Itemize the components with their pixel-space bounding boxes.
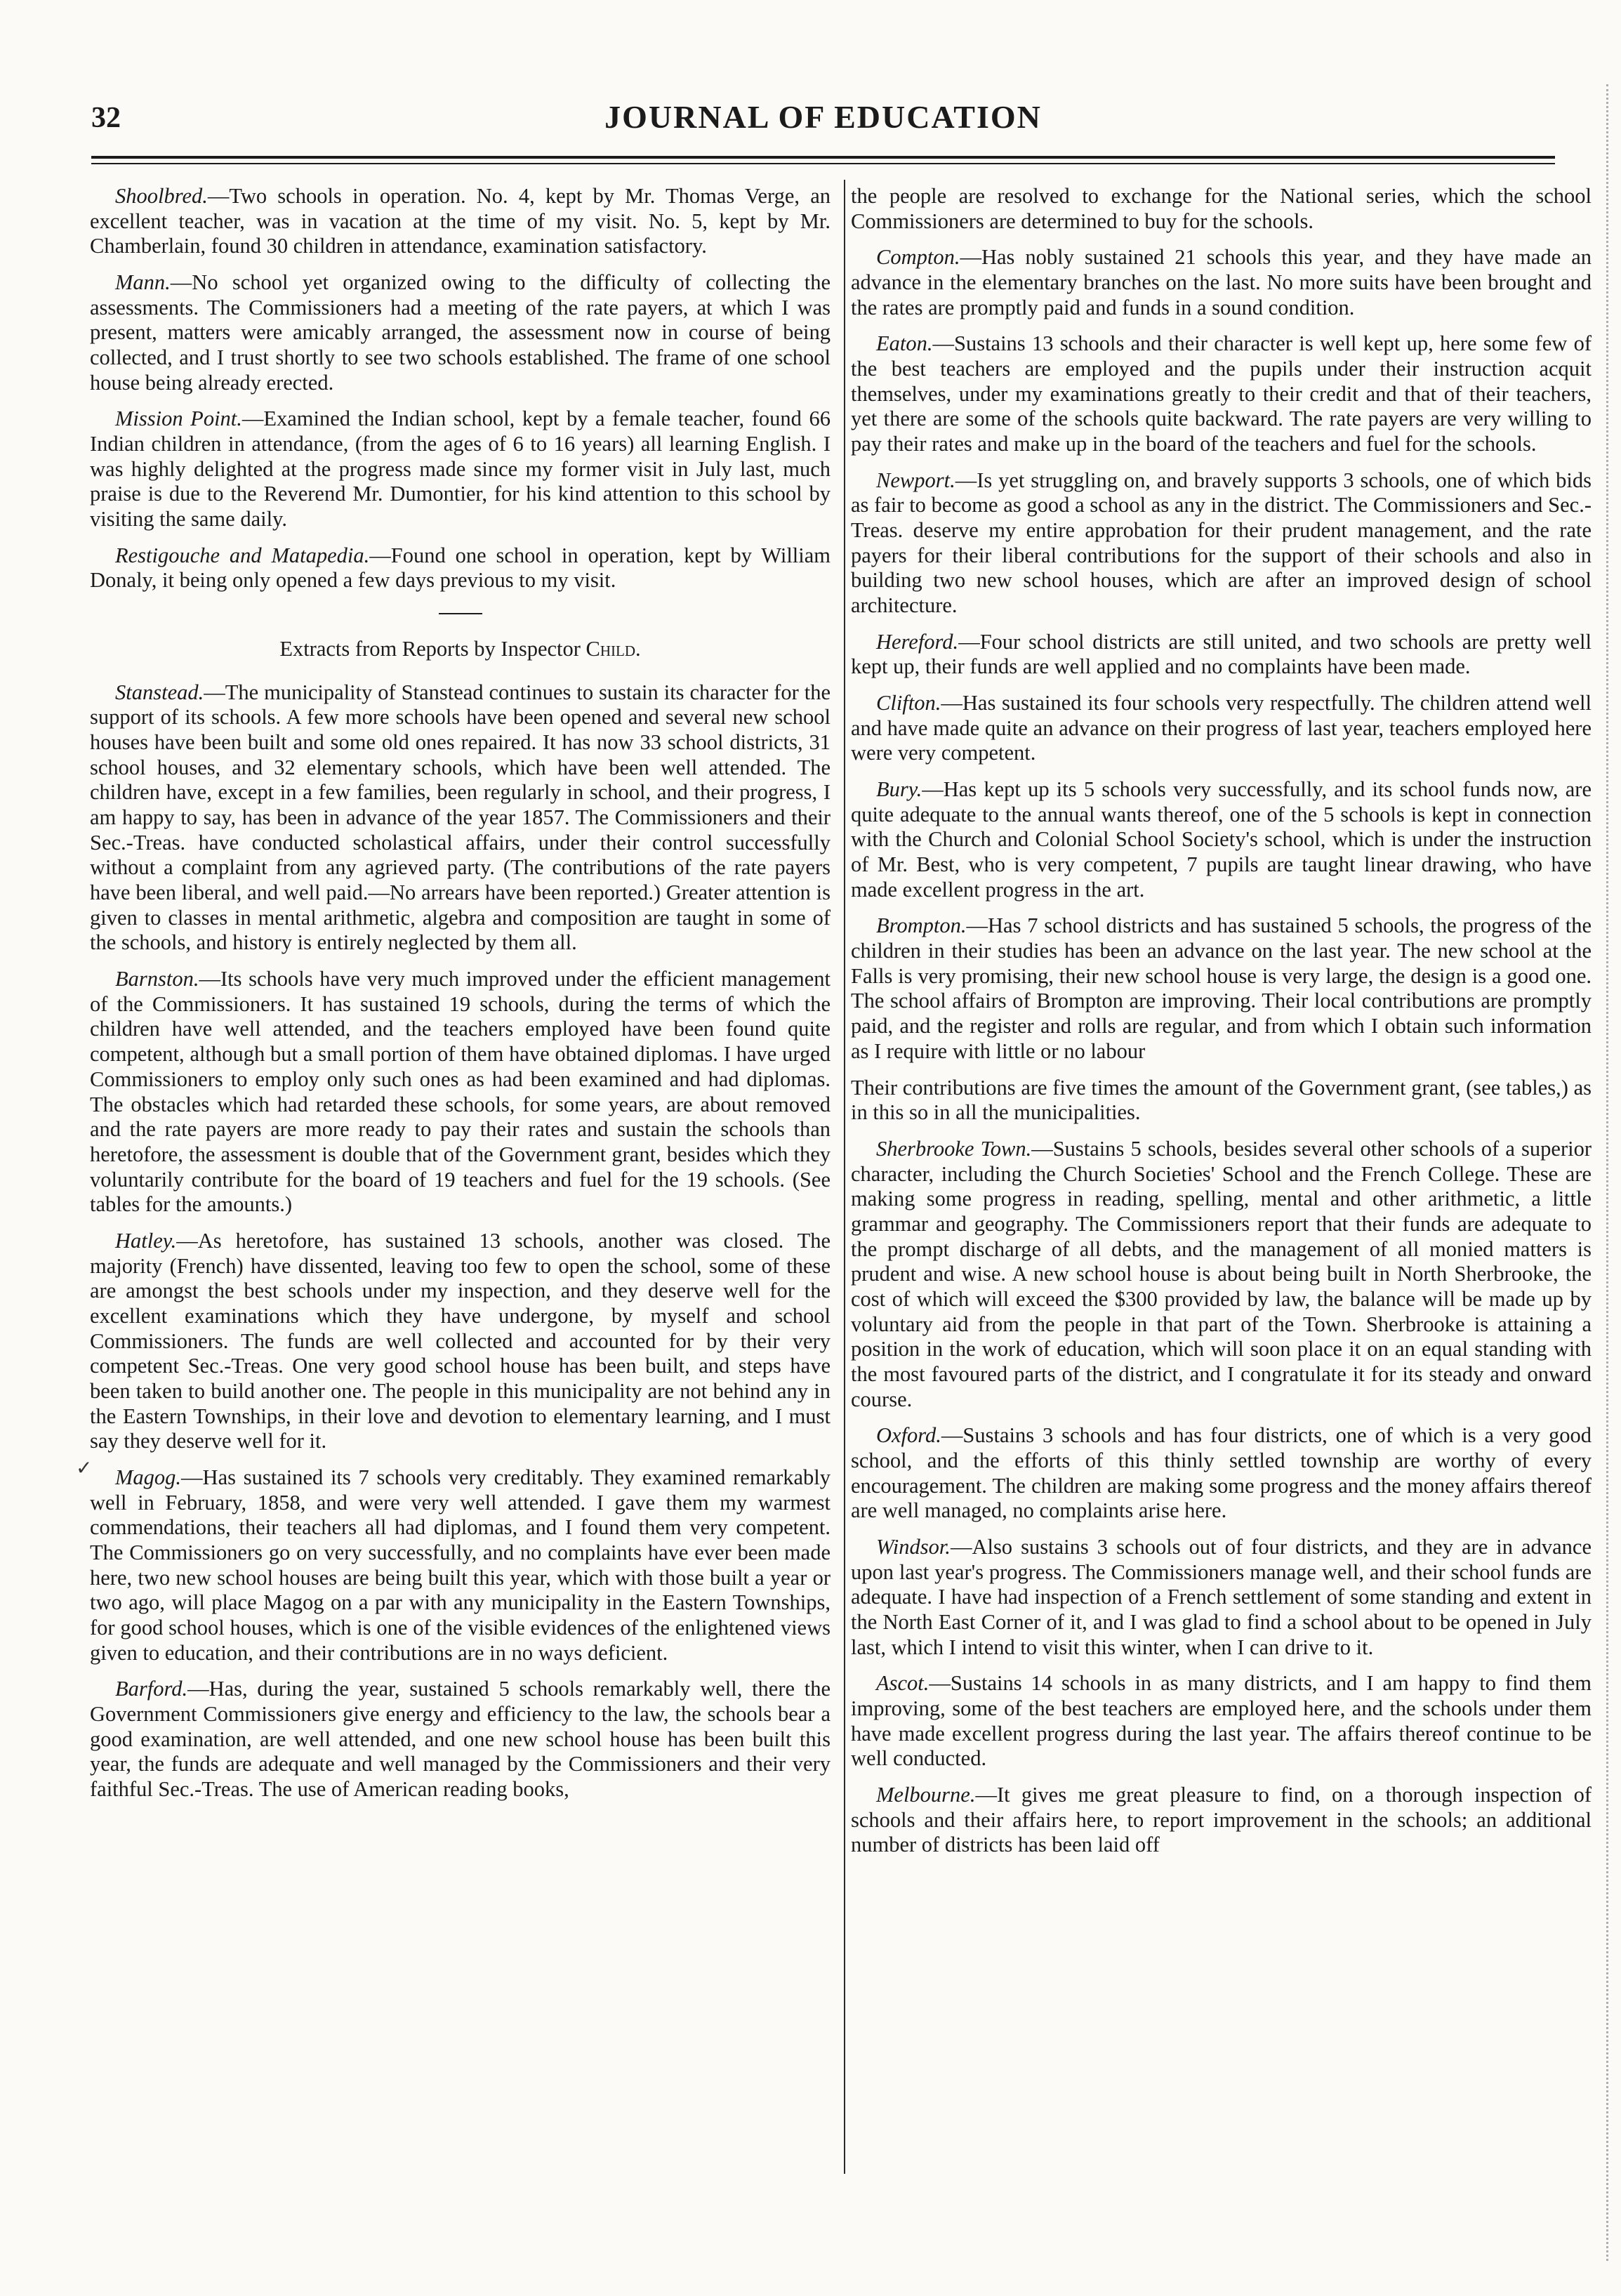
entry-ascot — [851, 1671, 1592, 1772]
entry-title: Hatley. — [115, 1228, 177, 1253]
entry-text: the people are resolved to exchange for the National series, which the school Commissioners are determined to buy for the schools. — [851, 184, 1592, 233]
entry-title: Barnston. — [115, 967, 199, 991]
entry-windsor — [851, 1535, 1592, 1660]
entry-title: Shoolbred. — [115, 184, 208, 208]
entry-title: Windsor. — [876, 1534, 951, 1559]
entry-title: Mission Point. — [115, 407, 242, 431]
header-rule-secondary — [91, 163, 1555, 164]
entry-text: —Its schools have very much improved under the efficient management of the Commissioners. It has sustained 19 schools, during the terms of which the children have well attended, and the teachers employed have been found quite competent, although but a small portion of them have obtained diplomas. I have urged Commissioners to employ only such ones as had been examined and had diplomas. The obstacles which had retarded these schools, for some years, are about removed and the rate payers are more ready to pay their rates and sustain the schools than heretofore, the assessment is double that of the Government grant, besides which they voluntarily contribute for the board of 19 teachers and fuel for the 19 schools. (See tables for the amounts.) — [90, 967, 831, 1217]
header-rule — [91, 156, 1555, 159]
entry-compton — [851, 245, 1592, 320]
entry-text: —Has kept up its 5 schools very successfully, and its school funds now, are quite adequate to the annual wants thereof, one of the 5 schools is kept in connection with the Church and Colonial School Society's school, which is under the instruction of Mr. Best, who is very competent, 7 pupils are taught linear drawing, who have made excellent progress in the art. — [851, 777, 1592, 902]
entry-title: Oxford. — [876, 1423, 941, 1448]
page-header — [91, 98, 1555, 140]
entry-text: —It gives me great pleasure to find, on a thorough inspection of schools and their affairs here, to report improvement in the schools; an additional number of districts has been laid off — [851, 1782, 1592, 1857]
entry-newport — [851, 468, 1592, 619]
entry-brompton — [851, 913, 1592, 1064]
entry-title: Hereford. — [876, 629, 959, 654]
entry-text: —Sustains 3 schools and has four districts, one of which is a very good school, and the efforts of this thinly settled township are worthy of every encouragement. The children are making some progress and the money affairs thereof are well managed, no complaints arise here. — [851, 1423, 1592, 1523]
entry-title: Barford. — [115, 1677, 188, 1701]
entry-text: —As heretofore, has sustained 13 schools, another was closed. The majority (French) have dissented, leaving too few to open the school, some of these are amongst the best schools under my inspection, and they deserve well for the excellent examinations which they have undergone, by myself and school Commissioners. The funds are well collected and accounted for by their very competent Sec.-Treas. One very good school house has been built, and steps have been taken to build another one. The people in this municipality are not behind any in the Eastern Townships, in their love and devotion to elementary learning, and I must say they deserve well for it. — [90, 1228, 831, 1453]
entry-title: Stanstead. — [115, 680, 204, 704]
scan-edge-marks — [1606, 84, 1621, 2261]
inspector-name: Child. — [585, 637, 641, 661]
entry-stanstead — [90, 680, 831, 956]
page-number: 32 — [91, 102, 121, 134]
section-heading-prefix: Extracts from Reports by Inspector — [279, 637, 586, 661]
entry-text: —Has nobly sustained 21 schools this year, and they have made an advance in the elementary branches on the last. No more suits have been brought and the rates are promptly paid and funds in a sound condition. — [851, 245, 1592, 319]
entry-text: —Two schools in operation. No. 4, kept by Mr. Thomas Verge, an excellent teacher, was in vacation at the time of my visit. No. 5, kept by Mr. Chamberlain, found 30 children in attendance, examination satisfactory. — [90, 184, 831, 258]
entry-title: Restigouche and Matapedia. — [115, 543, 370, 567]
left-column — [90, 184, 831, 1814]
entry-text: —Examined the Indian school, kept by a female teacher, found 66 Indian children in attendance, (from the ages of 6 to 16 years) all learning English. I was highly delighted at the progress made since my former visit in July last, much praise is due to the Reverend Mr. Dumontier, for his kind attention to this school by visiting the same daily. — [90, 407, 831, 532]
entry-title: Brompton. — [876, 913, 967, 938]
entry-text: —The municipality of Stanstead continues to sustain its character for the support of its schools. A few more schools have been opened and several new school houses have been built and some old ones repaired. It has now 33 school districts, 31 school houses, and 32 elementary schools, which have been well attended. The children have, except in a few families, been regularly in school, and their progress, I am happy to say, has been in advance of the year 1857. The Commissioners and their Sec.-Treas. have conducted scholastical affairs, under their control successfully without a complaint from any agrieved party. (The contributions of the rate payers have been liberal, and well paid.—No arrears have been reported.) Greater attention is given to classes in mental arithmetic, algebra and composition are taught in some of the schools, and history is entirely neglected by them all. — [90, 680, 831, 955]
entry-text: —Four school districts are still united, and two schools are pretty well kept up, their funds are well applied and no complaints have been made. — [851, 629, 1592, 679]
entry-title: Ascot. — [876, 1671, 929, 1696]
entry-title: Newport. — [876, 468, 955, 492]
entry-title: Sherbrooke Town. — [876, 1136, 1032, 1161]
entry-text: —Also sustains 3 schools out of four districts, and they are in advance upon last year's progress. The Commissioners manage well, and their school funds are adequate. I have had inspection of a French settlement of some standing and extent in the North East Corner of it, and I was glad to find a school about to be opened in July last, which I intend to visit this winter, when I can drive to it. — [851, 1534, 1592, 1659]
entry-text: —Has 7 school districts and has sustained 5 schools, the progress of the children in their studies has been an advance on the last year. The new school at the Falls is very promising, their new school house is very large, the design is a good one. The school affairs of Brompton are improving. Their local contributions are promptly paid, and the register and rolls are regular, and from which I obtain such information as I require with little or no labour — [851, 913, 1592, 1063]
entry-text: —Sustains 13 schools and their character is well kept up, here some few of the best teachers are employed and the pupils under their instruction acquit themselves, under my examinations greatly to their credit and that of their teachers, yet there are some of the schools quite backward. The rate payers are very willing to pay their rates and make up in the board of the teachers and fuel for the schools. — [851, 331, 1592, 456]
right-column — [851, 184, 1592, 1869]
entry-sherbrooke — [851, 1137, 1592, 1412]
entry-shoolbred — [90, 184, 831, 259]
entry-text: Their contributions are five times the amount of the Government grant, (see tables,) as in this so in all the municipalities. — [851, 1075, 1592, 1125]
entry-text: —No school yet organized owing to the difficulty of collecting the assessments. The Commissioners had a meeting of the rate payers, at which I was present, matters were amicably arranged, the assessment now in course of being collected, and I trust shortly to see two schools established. The frame of one school house being already erected. — [90, 270, 831, 395]
entry-title: Eaton. — [876, 331, 933, 356]
entry-text: —Has, during the year, sustained 5 schools remarkably well, there the Government Commissioners give energy and efficiency to the law, the schools bear a good examination, are well attended, and one new school house has been built this year, the funds are adequate and well managed by the Commissioners and their very faithful Sec.-Treas. The use of American reading books, — [90, 1677, 831, 1801]
entry-bury — [851, 777, 1592, 902]
entry-title: Compton. — [876, 245, 960, 270]
entry-barnston — [90, 967, 831, 1218]
entry-title: Bury. — [876, 777, 922, 802]
entry-title: Melbourne. — [876, 1782, 976, 1807]
entry-restigouche — [90, 543, 831, 593]
section-separator — [439, 613, 482, 614]
entry-barford-continued — [851, 184, 1592, 234]
entry-title: Magog. — [115, 1465, 182, 1489]
entry-text: —Has sustained its 7 schools very creditably. They examined remarkably well in February, 1858, and were very well attended. I gave them my warmest commendations, their teachers all had diplomas, and I found them very competent. The Commissioners go on very successfully, and no complaints have ever been made here, two new school houses are being built this year, which with those built a year or two ago, will place Magog on a par with any municipality in the Eastern Townships, for good school houses, which is one of the visible evidences of the enlightened views given to education, and their contributions are in no ways deficient. — [90, 1465, 831, 1665]
entry-brompton-continued — [851, 1076, 1592, 1126]
entry-eaton — [851, 331, 1592, 456]
entry-clifton — [851, 691, 1592, 766]
entry-text: —Found one school in operation, kept by William Donaly, it being only opened a few days previous to my visit. — [90, 543, 831, 593]
entry-magog — [90, 1465, 831, 1665]
entry-text: —Is yet struggling on, and bravely supports 3 schools, one of which bids as fair to become as good a school as any in the district. The Commissioners and Sec.-Treas. deserve my entire approbation for their prudent management, and the rate payers for their liberal contributions for the support of their schools and also in building two new school houses, which are after an improved design of school architecture. — [851, 468, 1592, 618]
entry-text: —Sustains 14 schools in as many districts, and I am happy to find them improving, some of the best teachers are employed here, and the schools under them have made excellent progress during the last year. The affairs thereof continue to be well conducted. — [851, 1671, 1592, 1771]
entry-oxford — [851, 1423, 1592, 1524]
entry-text: —Sustains 5 schools, besides several other schools of a superior character, including the Church Societies' School and the French College. These are making some progress in reading, spelling, mental and other arithmetic, a little grammar and geography. The Commissioners report that their funds are adequate to the prompt discharge of all debts, and the management of all monied matters is prudent and wise. A new school house is about being built in North Sherbrooke, the cost of which will exceed the $300 provided by law, the balance will be made up by voluntary aid from the people in that part of the Town. Sherbrooke is attaining a position in the work of education, which will soon place it on an equal standing with the most favoured parts of the district, and I congratulate it for its steady and onward course. — [851, 1136, 1592, 1411]
entry-melbourne — [851, 1783, 1592, 1858]
entry-hereford — [851, 630, 1592, 680]
entry-mission-point — [90, 407, 831, 532]
entry-mann — [90, 270, 831, 395]
column-divider — [844, 180, 845, 2174]
margin-mark: ✓ — [76, 1458, 93, 1479]
entry-barford — [90, 1677, 831, 1802]
entry-text: —Has sustained its four schools very respectfully. The children attend well and have made quite an advance on their progress of last year, teachers employed here were very competent. — [851, 691, 1592, 765]
section-heading — [90, 637, 831, 662]
entry-hatley — [90, 1229, 831, 1454]
running-title: JOURNAL OF EDUCATION — [604, 99, 1042, 135]
entry-title: Clifton. — [876, 691, 941, 715]
entry-title: Mann. — [115, 270, 171, 295]
